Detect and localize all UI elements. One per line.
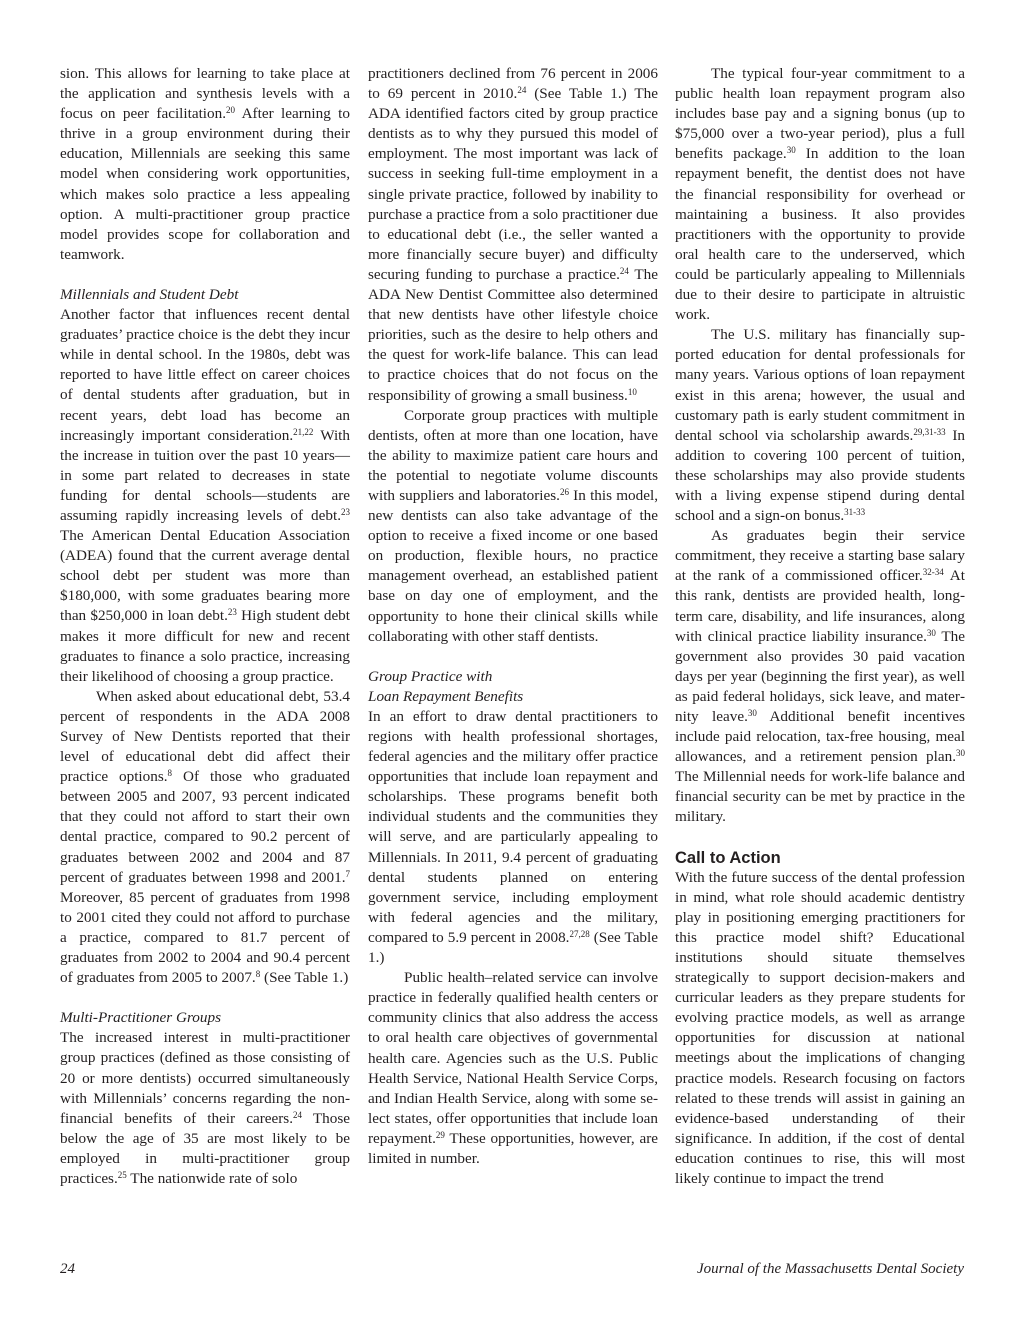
text-run: With the increase in tuition over the past 10 years—in some part related to decreases in state funding for dental schools—students are assuming rapidly increasing levels of debt.	[60, 426, 350, 524]
citation-ref: 32-34	[922, 567, 944, 578]
paragraph	[368, 406, 658, 647]
paragraph	[60, 64, 350, 265]
citation-ref: 8	[167, 768, 173, 779]
paragraph	[60, 687, 350, 988]
citation-ref: 8	[255, 969, 261, 980]
text-run: Call to Action	[675, 848, 781, 867]
text-run: Loan Repayment Benefits	[368, 687, 524, 705]
text-run: practitioners declined from 76 percent in 2006 to 69 percent in 2010.	[368, 65, 658, 103]
text-run: (See Table 1.)	[260, 969, 349, 987]
citation-ref: 24	[619, 265, 629, 276]
text-run: The nationwide rate of solo	[126, 1169, 298, 1187]
text-run: Moreover, 85 percent of graduates from 1998 to 2001 cited they could not afford to purchase a practice, compared to 81.7 percent of graduates from 2002 to 2004 and 90.4 percent of graduates from 2005 to 2007.	[60, 888, 350, 987]
text-run: The American Dental Education Association (ADEA) found that the current average dental school debt per student was more than $180,000, with some graduates bearing more than $250,000 in loan debt.	[60, 527, 350, 625]
text-run: In addition to covering 100 percent of tuition, these scholarships may also provide students with a living expense stipend during dental school and a sign-on bonus.	[675, 426, 965, 525]
text-run: These opportunities, however, are limited in number.	[368, 1129, 658, 1167]
citation-ref: 21,22	[293, 426, 314, 437]
subsection-heading	[60, 285, 350, 305]
text-run: In addition to the loan repayment benefit, the dentist does not have the financial responsibility for overhead or maintaining a business. It also provides practitioners with the opportunity to provide oral health care to the underserved, which could be particularly appealing to Millennials due to their desire to participate in altruistic work.	[675, 145, 965, 324]
text-run: The typical four-year commitment to a public health loan repayment program also includes base pay and a signing bonus (up to $75,000 over a two-year period), plus a full benefits package.	[675, 65, 965, 163]
text-run: The ADA New Dentist Committee also determined that new dentists have other lifestyle choice priorities, such as the desire to help others and the quest for work-life balance. This can lead to practice choices that do not focus on the responsibility of growing a small business.	[368, 265, 658, 404]
column-1	[60, 64, 350, 1189]
text-run: (See Table 1.)	[368, 928, 658, 967]
citation-ref: 25	[117, 1169, 127, 1180]
text-run: Group Practice with	[368, 667, 493, 685]
text-run: Multi-Practitioner Groups	[60, 1009, 222, 1027]
paragraph	[675, 868, 965, 1190]
page-number: 24	[60, 1261, 75, 1277]
citation-ref: 30	[956, 748, 965, 759]
text-run: In an effort to draw dental practitioners to regions with health professional shortages, federal agencies and the military offer practice opportunities that include loan repayment and scholarships. These programs benefit both individual students and the communities they will serve, and are particularly appealing to Millennials. In 2011, 9.4 percent of graduating dental students planned on entering government service, including employment with federal agencies and the military, compared to 5.9 percent in 2008.	[368, 707, 658, 946]
text-run: Another factor that influences recent dental graduates’ practice choice is the debt they incur while in dental school. In the 1980s, debt was reported to have little effect on career choices of dental students after graduation, but in recent years, debt load has become an increasingly important consideration.	[60, 306, 350, 444]
paragraph	[675, 64, 965, 325]
journal-title: Journal of the Massachusetts Dental Society	[696, 1261, 964, 1277]
text-run: After learning to thrive in a group environment during their education, Millennials are seeking this same model when considering work opportunities, which makes solo practice a less appealing option. A multi-practitioner group practice model provides scope for collaboration and teamwork.	[60, 105, 350, 263]
text-run: (See Table 1.) The ADA identified factors cited by group practice dentists as to why they pursued this model of employment. The most important was lack of success in seeking full-time employment in a single private practice, followed by inability to purchase a practice from a solo practitioner due to educational debt (i.e., the seller wanted a more financially secure buyer) and difficulty securing funding to purchase a practice.	[368, 85, 658, 283]
text-run: Corporate group practices with multiple dentists, often at more than one location, have the ability to maximize patient care hours and the potential to negotiate volume discounts with suppliers and laboratories.	[368, 406, 658, 504]
citation-ref: 7	[345, 868, 350, 879]
text-run: As graduates begin their service commitment, they receive a starting base salary at the rank of a commissioned officer.	[675, 527, 965, 585]
text-run: The U.S. military has financially supported education for dental professionals for many years. Various options of loan repayment exist in this arena; however, the usual and customary path is early student commitment in dental school via scholarship awards.	[675, 326, 965, 444]
text-run: In this model, new dentists can also take advantage of the option to receive a fixed income or one based on production, flexible hours, no practice management overhead, an established patient base on day one of employment, and the opportunity to hone their clinical skills while collaborating with other staff dentists.	[368, 486, 658, 645]
paragraph	[368, 64, 658, 406]
paragraph	[60, 305, 350, 687]
paragraph	[368, 968, 658, 1169]
text-run: Public health–related service can involve practice in federally qualified health centers or community clinics that also address the access to oral health care objectives of governmental health care. Agencies such as the U.S. Public Health Service, National Health Service Corps, and Indian Health Service, along with some select states, offer opportunities that include loan repayment.	[368, 969, 658, 1147]
citation-ref: 10	[627, 386, 637, 397]
text-run: The Millennial needs for work-life balance and financial security can be met by practice in the military.	[675, 768, 965, 826]
citation-ref: 27,28	[569, 928, 590, 939]
citation-ref: 30	[747, 708, 757, 718]
citation-ref: 24	[293, 1109, 303, 1120]
text-run: The increased interest in multi-practitioner group practices (defined as those consisting of 20 or more dentists) occurred simultaneously with Millennials’ concerns regarding the non-financial benefits of their careers.	[60, 1029, 350, 1127]
column-3	[675, 64, 965, 1189]
citation-ref: 31-33	[844, 507, 866, 518]
paragraph	[60, 1028, 350, 1189]
subsection-heading	[368, 667, 658, 707]
citation-ref: 30	[786, 145, 796, 156]
text-run: With the future success of the dental profession in mind, what role should academic dentistry play in positioning emerging practitioners for this practice model shift? Educational institutions should situate themselves strategically to support decision-makers and curricular leaders as they prepare students for evolving practice models, as well as arrange opportunities for discussion at national meetings about the implications of changing practice models. Research focusing on factors related to these trends will assist in gaining an evidence-based understanding of their significance. In addition, if the cost of dental education continues to rise, this will most likely continue to impact the trend	[675, 868, 965, 1187]
citation-ref: 23	[341, 506, 350, 517]
text-run: Of those who graduated between 2005 and 2007, 93 percent indicated that they could not afford to start their own dental practice, compared to 90.2 percent of graduates between 2002 and 2004 and 87 percent of graduates between 1998 and 2001.	[60, 768, 350, 886]
paragraph	[675, 526, 965, 827]
section-heading	[675, 848, 965, 868]
citation-ref: 24	[517, 85, 527, 96]
text-run: sion. This allows for learning to take place at the application and synthesis levels with a focus on peer facilitation.	[60, 65, 350, 123]
text-run: At this rank, dentists are provided health, long-term care, disability, and life insurances, along with clinical practice liability insurance.	[675, 567, 965, 645]
citation-ref: 29	[435, 1129, 445, 1140]
citation-ref: 26	[559, 486, 569, 497]
subsection-heading	[60, 1008, 350, 1028]
citation-ref: 20	[226, 105, 236, 116]
citation-ref: 23	[227, 607, 237, 618]
paragraph	[675, 325, 965, 526]
paragraph	[368, 707, 658, 968]
column-2	[368, 64, 658, 1169]
text-run: High student debt makes it more difficult for new and recent graduates to finance a solo practice, increasing their likelihood of choosing a group practice.	[60, 607, 350, 685]
citation-ref: 29,31-33	[913, 426, 946, 437]
text-run: Those below the age of 35 are most likely to be employed in multi-practitioner group practices.	[60, 1109, 350, 1187]
text-run: Millennials and Student Debt	[60, 285, 239, 303]
text-run: Additional benefit incentives include paid relocation, tax-free housing, meal allowances, and a retirement pension plan.	[675, 708, 965, 766]
text-run: When asked about educational debt, 53.4 percent of respondents in the ADA 2008 Survey of New Dentists reported that their level of educational debt did affect their practice options.	[60, 687, 350, 786]
text-run: The government also provides 30 paid vacation days per year (beginning the first year), as well as paid federal holidays, sick leave, and maternity leave.	[675, 627, 965, 725]
citation-ref: 30	[926, 627, 936, 638]
